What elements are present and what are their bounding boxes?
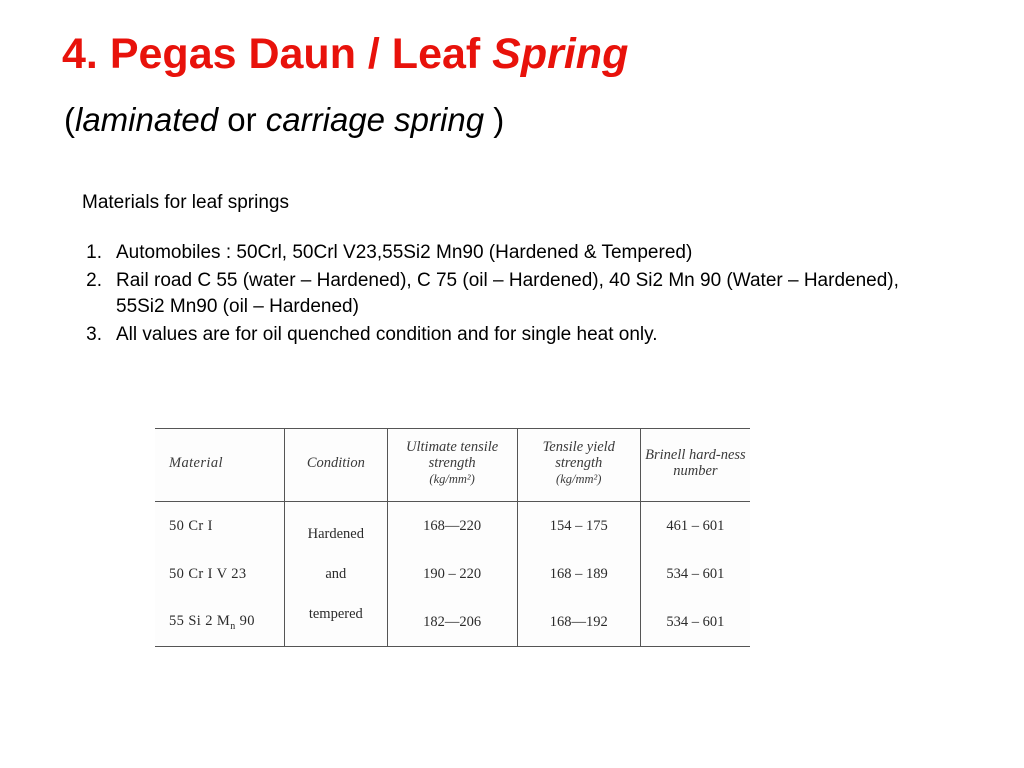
column-header-tys-unit: (kg/mm²) [556, 472, 602, 486]
column-header-uts-text: Ultimate tensile strength [406, 439, 499, 471]
cell-material: 50 Cr I V 23 [169, 565, 247, 582]
cell-bhn: 461 – 601 [640, 502, 750, 551]
cell-tys: 154 – 175 [517, 502, 640, 551]
condition-line-3: tempered [308, 606, 363, 622]
cell-material: 50 Cr I [169, 517, 213, 534]
table-body [155, 502, 750, 647]
list-item-text: Automobiles : 50Crl, 50Crl V23,55Si2 Mn90 (Hardened & Tempered) [116, 242, 693, 263]
column-header-condition: Condition [285, 429, 387, 502]
list-item-number: 1. [86, 242, 102, 263]
list-item-text: Rail road C 55 (water – Hardened), C 75 (oil – Hardened), 40 Si2 Mn 90 (Water – Hardened), 55Si2 Mn90 (oil – Hardened) [116, 270, 899, 317]
table [155, 428, 750, 647]
materials-heading: Materials for leaf springs [82, 192, 289, 213]
subtitle-italic-carriage-spring: carriage spring [265, 101, 494, 138]
page-title [62, 30, 628, 79]
condition-line-1: Hardened [307, 526, 364, 542]
column-header-material: Material [155, 429, 285, 502]
title-main: Pegas Daun / Leaf [109, 30, 493, 78]
table-row [155, 502, 750, 551]
title-italic: Spring [492, 30, 629, 78]
list-item [84, 322, 914, 348]
subtitle-italic-laminated: laminated [75, 101, 219, 138]
materials-property-table [155, 428, 750, 647]
cell-material-prefix: 55 Si 2 M [169, 612, 231, 629]
subtitle-close-paren: ) [493, 101, 505, 138]
table-header-row [155, 429, 750, 502]
cell-tys: 168 – 189 [517, 550, 640, 598]
column-header-uts-unit: (kg/mm²) [429, 472, 475, 486]
page-subtitle [64, 101, 504, 139]
cell-uts: 190 – 220 [387, 550, 517, 598]
cell-bhn: 534 – 601 [640, 550, 750, 598]
cell-uts: 182—206 [387, 598, 517, 647]
cell-material-suffix: 90 [235, 612, 255, 629]
cell-bhn: 534 – 601 [640, 598, 750, 647]
column-header-tys-text: Tensile yield strength [542, 439, 615, 471]
title-number: 4. [62, 30, 98, 78]
list-item-number: 2. [86, 270, 102, 291]
column-header-ultimate-tensile-strength [387, 429, 517, 502]
materials-list [84, 240, 914, 350]
cell-uts: 168—220 [387, 502, 517, 551]
condition-line-2: and [325, 566, 347, 582]
list-item [84, 240, 914, 266]
list-item-number: 3. [86, 324, 102, 345]
subtitle-open-paren: ( [64, 101, 75, 138]
list-item-text: All values are for oil quenched condition and for single heat only. [116, 324, 658, 345]
cell-material [155, 598, 285, 647]
column-header-brinell-hardness-number: Brinell hard-ness number [640, 429, 750, 502]
list-item [84, 268, 914, 320]
cell-tys: 168—192 [517, 598, 640, 647]
table-row [155, 550, 750, 598]
table-header [155, 429, 750, 502]
column-header-tensile-yield-strength [517, 429, 640, 502]
subtitle-conjunction: or [218, 101, 266, 138]
cell-material-subscript: n [230, 620, 236, 632]
cell-condition [285, 502, 387, 647]
table-row [155, 598, 750, 647]
